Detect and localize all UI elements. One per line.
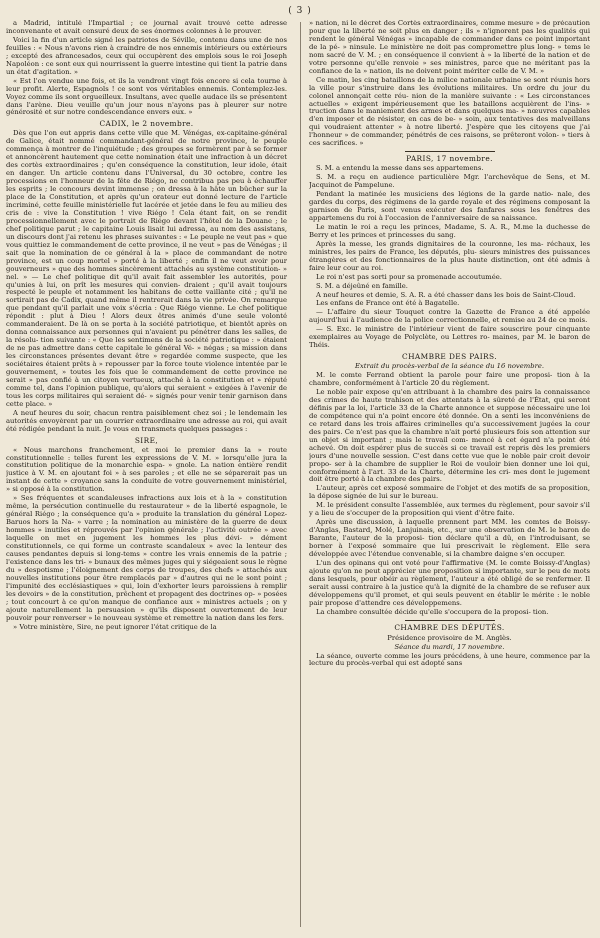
paragraph: Dès que l'on eut appris dans cette ville que M. Vénégas, ex-capitaine-général de Galice, était nommé commandant-général de notre province, le peuple commença à montrer de l'inquiétude ; des groupes se formèrent par à se former et annoncèrent hautement que cette nomination était une infraction à un décret des cortès extraordinaires ; qu'en conséquence la constitution, leur idole, était en danger. Un article contenu dans l'Universal, du 30 octobre, contre les processions en l'honneur de la fête de Riégo, ne contribua pas peu à échauffer les esprits ; le concours devint immense ; on dressa à la hâte un bûcher sur la place de la Constitution, et après qu'un orateur eut donné lecture de l'article incriminé, cette feuille ministérielle fut lacérée et jetée dans le feu au milieu des cris de : vive la Constitution ! vive Riégo ! Cela étant fait, on se rendit processionnellement avec le portrait de Riégo devant l'hôtel de la Douane ; le chef politique parut ; le capitaine Louis lisait lui adressa, au nom des assistans, un discours dont j'ai retenu les phrases suivantes : « Le peuple ne veut pas » que vous quittiez le commandement de cette province, il ne veut » pas de Vénégas ; il sait que la nomination de ce général à la » place de commandant de notre province, est un coup mortel » porté à la liberté ; enfin il ne veut avoir pour gouverneurs » que des hommes sincèrement attachés au système constitution- » nel. » — Le chef politique dit qu'il avait fait assembler les autorités, pour qu'unies à lui, on prît les mesures qui convien- draient ; qu'il avait toujours respecté le peuple et notamment les habitans de cette vaillante cité ; qu'il ne sortirait pas de Cadix, quand même il rentrerait dans la vie privée. On remarque que pendant qu'il parlait une voix s'écria : Que Riégo vienne. Le chef politique répondit : plut à Dieu ! Alors deux êtres animés d'une seule volonté commanderaient. De là on se porta à la société patriotique, et bientôt après on donna connaissance aux personnes qui n'avaient pu pénétrer dans les salles, de la résolu- tion suivante : « Que les sentimens de la société patriotique : » étaient de ne pas admettre dans cette capitale le général Vé- » négas ; sa mission dans les circonstances présentes devant être » regardée comme suspecte, que les sociétaires étaient prêts à » repousser par la force toute violence intentée par le gouvernement, » toutes les fois que le commandement de cette province ne serait » pas confié à un citoyen vertueux, attaché à la constitution et » réputé comme tel, dans l'opinion publique, qu'alors qui seraient » exigées à l'avenir de tous les corps militaires qui seraient dé- » signés pour venir tenir garnison dans cette place. »	[6, 129, 287, 408]
paragraph: » nation, ni le décret des Cortès extraordinaires, comme mesure » de précaution pour que la liberté ne soit plus en danger ; ils » n'ignorent pas les qualités qui rendent le général Vénégas » incapable de commander dans ce point important de la pé- » ninsule. Le ministère ne doit pas compromettre plus long- » tems le nom sacré de V. M. ; en conséquence il convient à » la liberté de la nation et de votre personne qu'elle renvoie » ses ministres, parce que ne méritant pas la confiance de la » nation, ils ne doivent point mériter celle de V. M. »	[309, 20, 590, 75]
paragraph: » Ses fréquentes et scandaleuses infractions aux lois et à la » constitution même, la persécution continuelle du restaurateur » de la liberté espagnole, le général Riégo ; la conséquence qu'a » produite la translation du général Lopez-Baruos hors la Na- » varre ; la nomination au ministère de la guerre de deux hommes » inutiles et réprouvés par l'opinion générale ; l'activité outrée » avec laquelle on met en jugement les hommes les plus dévi- » dément constitutionnels, ce qui forme un contraste scandaleux » avec la lenteur des causes pendantes depuis si long-tems » contre les vrais ennemis de la patrie ; l'existence dans les tri- » bunaux des mêmes juges qui y siégeaient sous le règne du » despotisme ; l'éloignement des corps de troupes, des chefs » attachés aux nouvelles institutions pour être remplacés par » d'autres qui ne le sont point ; l'impunité des ecclésiastiques » qui, loin d'exhorter leurs paroissiens à remplir les devoirs » de la constitution, prêchent et propagent des doctrines op- » posées ; tout concourt à ce qu'on manque de confiance aux » ministres actuels ; on y ajoute naturellement la persuasion » qu'ils disposent ouvertement de leur pouvoir pour renverser » le nouveau système et remettre la nation dans les fers.	[6, 494, 287, 622]
paragraph: « Est l'on vendue une fois, et ils la vendront vingt fois encore si cela tourne à leur profit. Alerte, Espagnols ! ce sont vos véritables ennemis. Contemplez-les. Voyez comme ils sont orgueilleux. Insultans, avec quelle audace ils se présentent dans l'arène. Dieu veuille qu'un jour nous n'ayons pas à pleurer sur notre générosité et sur notre condescendance envers eux. »	[6, 76, 287, 117]
paragraph: — L'affaire du sieur Touquet contre la Gazette de France a été appelée aujourd'hui à l'audience de la police correctionnelle, et remise au 24 de ce mois.	[309, 308, 590, 325]
paragraph: S. M. a reçu en audience particulière Mgr. l'archevêque de Sens, et M. Jacquinot de Pampelune.	[309, 173, 590, 190]
paragraph: Ce matin, les cinq bataillons de la milice nationale urbaine se sont réunis hors la ville pour s'instruire dans les évolutions militaires. Un ordre du jour du colonel annonçait cette réu- nion de la manière suivante : « Les circonstances actuelles » exigent impérieusement que les bataillons acquièrent de l'ins- » truction dans le maniement des armes et dans quelques ma- » nœuvres capables d'en imposer et de résister, en cas de be- » soin, aux tentatives des malveillans qui voudraient attenter » à notre liberté. J'espère que les citoyens que j'ai l'honneur » de commander, pénétrés de ces raisons, se prêteront volon- » tiers à ces sacrifices. »	[309, 75, 590, 148]
paragraph: M. le président consulte l'assemblée, aux termes du règlement, pour savoir s'il y a lieu de s'occuper de la proposition qui vient d'être faite.	[309, 501, 590, 518]
paragraph: La chambre consultée décide qu'elle s'occupera de la proposi- tion.	[316, 607, 549, 616]
paris-dateline: PARIS, 17 novembre.	[406, 154, 493, 164]
paragraph: A neuf heures du soir, chacun rentra paisiblement chez soi ; le lendemain les autorités envoyèrent par un courrier extraordinaire une adresse au roi, qui avait été rédigée pendant la nuit. Je vous en transmets quelques passages :	[6, 408, 287, 433]
paragraph: S. M. a entendu la messe dans ses appartemens.	[316, 164, 484, 173]
column-divider	[300, 22, 301, 927]
paragraph: M. le comte Ferrand obtient la parole pour faire une proposi- tion à la chambre, conformément à l'article 20 du règlement.	[309, 371, 590, 388]
page-number: ( 3 )	[288, 6, 312, 16]
deputes-session: Séance du mardi, 17 novembre.	[394, 642, 505, 651]
paragraph: Après la messe, les grands dignitaires de la couronne, les ma- réchaux, les ministres, les pairs de France, les députés, plu- sieurs ministres des puissances étrangères et des fonctionnaires de la plus haute distinction, ont été admis à faire leur cour au roi.	[309, 239, 590, 272]
paragraph: Voici la fin d'un article signé les patriotes de Séville, contenu dans une de nos feuilles : « Nous n'avons rien à craindre de nos ennemis intérieurs ou extérieurs ; excepté des afrancesados, ceux qui occupèrent des emplois sous le roi Joseph Napoléon : ce sont eux qui nourrissent la guerre intestine qui tient la patrie dans un état d'agitation. »	[6, 35, 287, 76]
pairs-heading: CHAMBRE DES PAIRS.	[402, 352, 497, 362]
paragraph: L'un des opinans qui ont voté pour l'affirmative (M. le comte Boissy-d'Anglas) ajoute qu'on ne peut apprécier une proposition si importante, sur le peu de mots dans lesquels, pour obéir au règlement, l'auteur a été obligé de se renfermer. Il serait aussi contraire à la justice qu'à la dignité de la chambre de se refuser aux développemens qu'il promet, et qui seuls peuvent en établir le mérite : le noble pair propose d'attendre ces développemens.	[309, 559, 590, 607]
sire-salutation: SIRE,	[134, 435, 159, 445]
paragraph: — S. Exc. le ministre de l'intérieur vient de faire souscrire pour cinquante exemplaires au Voyage de Polyclète, ou Lettres ro- maines, par M. le baron de Théis.	[309, 325, 590, 350]
paragraph: a Madrid, intitulé l'Impartial ; ce journal avait trouvé cette adresse inconvenante et avait censuré deux de ses énormes colonnes à le prouver.	[6, 20, 287, 35]
paragraph: Le matin le roi a reçu les princes, Madame, S. A. R., M.me la duchesse de Berry et les princes et princesses du sang.	[309, 222, 590, 239]
section-rule	[405, 151, 495, 152]
paragraph: Après une discussion, à laquelle prennent part MM. les comtes de Boissy-d'Anglas, Bastard, Molé, Lanjuinais, etc., sur une observation de M. le baron de Barante, l'auteur de la proposi- tion déclare qu'il a dû, en l'introduisant, se borner à l'exposé sommaire que lui prescrivait le règlement. Elle sera développée avec l'étendue convenable, si la chambre daigne s'en occuper.	[309, 518, 590, 559]
pairs-subheading: Extrait du procès-verbal de la séance du 16 novembre.	[354, 362, 545, 371]
right-column	[309, 20, 590, 932]
section-rule	[405, 620, 495, 621]
paragraph: Le noble pair expose qu'en attribuant à la chambre des pairs la connaissance des crimes de haute trahison et des attentats à la sûreté de l'État, qui seront définis par la loi, l'article 33 de la Charte annonce et suppose nécessaire une loi de compétence qui n'a point encore été donnée. On a senti les inconvéniens de ce retard dans les trois affaires criminelles qu'a successivement jugées la cour des pairs. Ce n'est pas que la chambre n'ait porté plusieurs fois son attention sur un objet si important ; mais le travail com- mencé à cet égard n'a point été achevé. On doit espérer plus de succès si ce travail est repris dès les premiers jours d'une nouvelle session. C'est dans cette vue que le noble pair croit devoir propo- ser à la chambre de supplier le Roi de vouloir bien donner une loi qui, conformément à l'art. 33 de la Charte, détermine les cri- mes dont le jugement doit être porté à la chambre des pairs.	[309, 387, 590, 484]
left-column	[6, 20, 287, 932]
paragraph: La séance, ouverte comme les jours précédens, à une heure, commence par la lecture du procès-verbal qui est adopté sans	[309, 651, 590, 668]
paragraph: Pendant la matinée les musiciens des légions de la garde natio- nale, des gardes du corps, des régimens de la garde royale et des régimens composant la garnison de Paris, sont venus exécuter des fanfares sous les fenêtres des appartemens du roi à l'occasion de l'anniversaire de sa naissance.	[309, 190, 590, 222]
paragraph: Les enfans de France ont été à Bagatelle.	[316, 299, 460, 308]
paragraph: Le roi n'est pas sorti pour sa promenade accoutumée.	[316, 272, 502, 281]
paragraph: « Nous marchons franchement, et moi le premier dans la » route constitutionnelle : telles furent les expressions de V. M. » lorsqu'elle jura la constitution politique de la monarchie espa- » gnole. La nation entière rendit justice à V. M. en ajoutant foi » à ses paroles ; et elle ne se séparerait pas un instant de cette » croyance sans la conduite de votre gouvernement ministériel, » si opposé à la constitution.	[6, 445, 287, 494]
deputes-presidency: Présidence provisoire de M. Anglès.	[387, 633, 512, 642]
paragraph: » Votre ministère, Sire, ne peut ignorer l'état critique de la	[13, 622, 217, 631]
deputes-heading: CHAMBRE DES DÉPUTÉS.	[394, 622, 505, 632]
paragraph: A neuf heures et demie, S. A. R. a été chasser dans les bois de Saint-Cloud.	[316, 290, 576, 299]
cadix-dateline: CADIX, le 2 novembre.	[99, 119, 194, 129]
paragraph: S. M. a déjeûné en famille.	[316, 281, 408, 290]
paragraph: L'auteur, après cet exposé sommaire de l'objet et des motifs de sa proposition, la dépose signée de lui sur le bureau.	[309, 484, 590, 501]
